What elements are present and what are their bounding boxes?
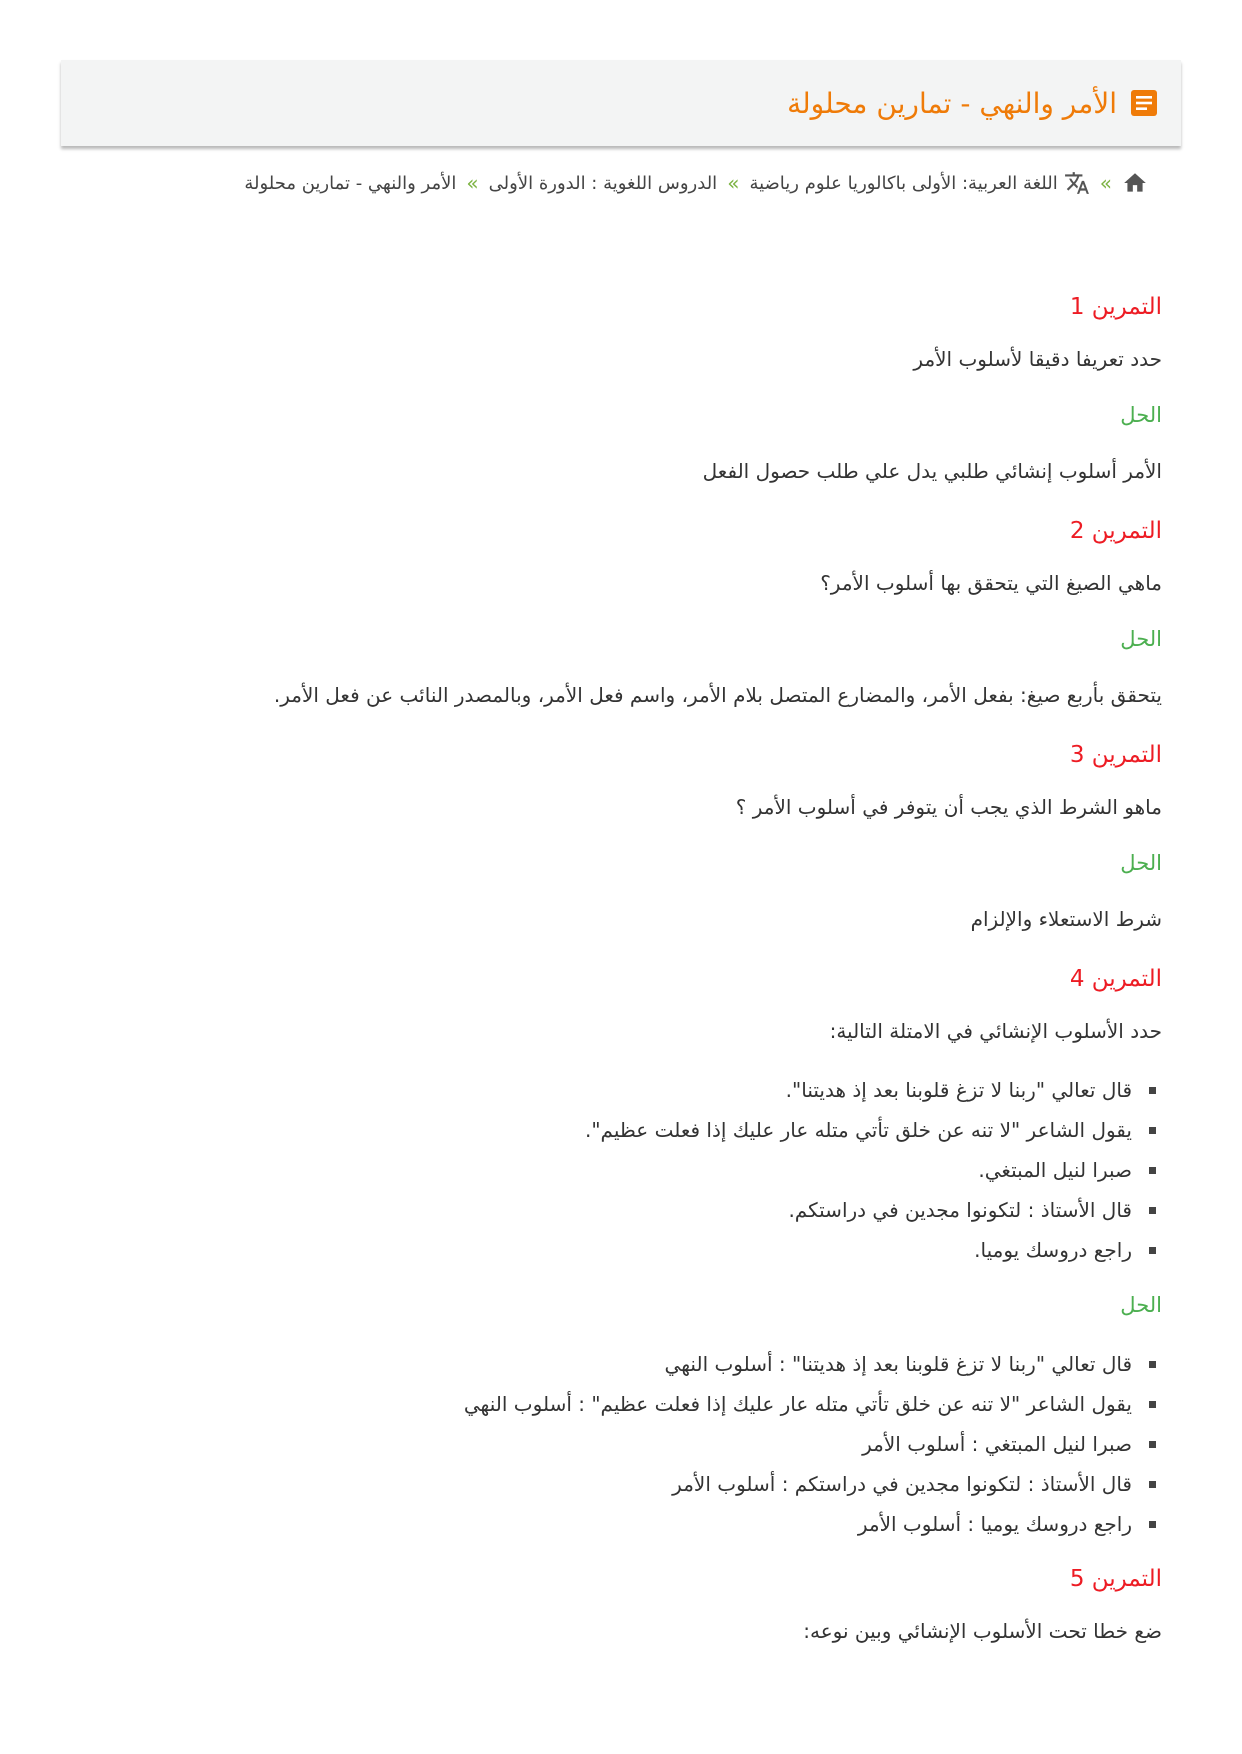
solution-list [120, 1344, 1162, 1544]
exercise-title: التمرين 5 [1069, 1566, 1162, 1592]
translate-icon [1064, 170, 1090, 196]
example-list [120, 1070, 1162, 1270]
exercise-question: ماهو الشرط الذي يجب أن يتوفر في أسلوب الأمر ؟ [735, 795, 1162, 819]
page-header [61, 60, 1181, 146]
solution-label: الحل [1120, 1293, 1162, 1317]
exercise-title: التمرين 2 [1069, 518, 1162, 544]
breadcrumb-separator: » [1099, 171, 1112, 195]
list-item: راجع دروسك يوميا : أسلوب الأمر [120, 1504, 1132, 1544]
exercise-3 [120, 738, 1162, 936]
breadcrumb-separator: » [727, 171, 740, 195]
breadcrumb [80, 166, 1148, 200]
exercise-4 [120, 962, 1162, 1544]
home-icon[interactable] [1122, 170, 1148, 196]
breadcrumb-separator: » [466, 171, 479, 195]
exercise-question: حدد تعريفا دقيقا لأسلوب الأمر [913, 347, 1162, 371]
breadcrumb-item[interactable]: الدروس اللغوية : الدورة الأولى [488, 172, 718, 194]
document-icon [1129, 88, 1159, 118]
page-title: الأمر والنهي - تمارين محلولة [787, 86, 1117, 120]
list-item: قال تعالي "ربنا لا تزغ قلوبنا بعد إذ هديتنا" : أسلوب النهي [120, 1344, 1132, 1384]
exercise-title: التمرين 3 [1069, 742, 1162, 768]
exercise-question: حدد الأسلوب الإنشائي في الامتلة التالية: [829, 1019, 1162, 1043]
exercise-title: التمرين 1 [1069, 294, 1162, 320]
list-item: راجع دروسك يوميا. [120, 1230, 1132, 1270]
list-item: يقول الشاعر "لا تنه عن خلق تأتي متله عار عليك إذا فعلت عظيم". [120, 1110, 1132, 1150]
solution-label: الحل [1120, 403, 1162, 427]
list-item: قال الأستاذ : لتكونوا مجدين في دراستكم. [120, 1190, 1132, 1230]
list-item: يقول الشاعر "لا تنه عن خلق تأتي متله عار عليك إذا فعلت عظيم" : أسلوب النهي [120, 1384, 1132, 1424]
exercise-question: ماهي الصيغ التي يتحقق بها أسلوب الأمر؟ [820, 571, 1162, 595]
exercise-1 [120, 290, 1162, 488]
exercise-5 [120, 1562, 1162, 1648]
solution-label: الحل [1120, 627, 1162, 651]
solution-label: الحل [1120, 851, 1162, 875]
solution-answer: يتحقق بأربع صيغ: بفعل الأمر، والمضارع المتصل بلام الأمر، واسم فعل الأمر، وبالمصدر النائب عن فعل الأمر. [273, 683, 1162, 707]
breadcrumb-current: الأمر والنهي - تمارين محلولة [244, 172, 457, 194]
list-item: قال الأستاذ : لتكونوا مجدين في دراستكم : أسلوب الأمر [120, 1464, 1132, 1504]
content [120, 290, 1162, 1670]
list-item: قال تعالي "ربنا لا تزغ قلوبنا بعد إذ هديتنا". [120, 1070, 1132, 1110]
list-item: صبرا لنيل المبتغي : أسلوب الأمر [120, 1424, 1132, 1464]
exercise-2 [120, 514, 1162, 712]
exercise-question: ضع خطا تحت الأسلوب الإنشائي وبين نوعه: [803, 1619, 1162, 1643]
solution-answer: الأمر أسلوب إنشائي طلبي يدل علي طلب حصول الفعل [702, 459, 1162, 483]
solution-answer: شرط الاستعلاء والإلزام [970, 907, 1162, 931]
exercise-title: التمرين 4 [1069, 966, 1162, 992]
list-item: صبرا لنيل المبتغي. [120, 1150, 1132, 1190]
breadcrumb-item[interactable]: اللغة العربية: الأولى باكالوريا علوم رياضية [749, 172, 1058, 194]
